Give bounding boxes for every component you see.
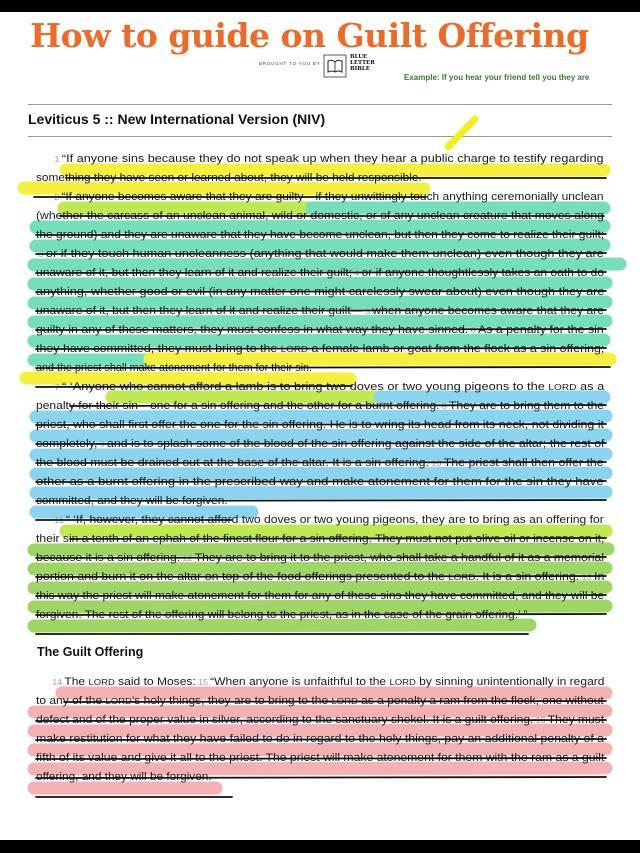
example-note: Example: If you hear your friend tell you they are [404,73,590,82]
verse-text: the blood must be drained out at the base of the altar. It is a sin offering. [36,457,429,469]
text-line [0,530,640,550]
verse-number: 5 [365,307,371,316]
verse-number: 14 [52,678,63,687]
verse-text: fifth of its value and give it all to the priest. The priest will make atonement for them with the ram as a guilt [36,752,605,764]
verse-number: 7 [54,383,60,392]
lord-smallcaps: LORD [448,572,476,582]
lord-smallcaps: LORD [389,677,416,687]
text-line [0,492,640,512]
verse-number: 16 [535,716,546,725]
verse-text: The [64,676,89,688]
verse-text: to any of the [36,695,106,707]
verse-number: 9 [99,440,105,449]
verse-number: 2 [54,193,60,202]
verse-number: 8 [441,402,447,411]
lord-smallcaps: LORD [105,696,132,706]
verse-text: said to Moses: [114,676,196,688]
text-line [0,511,640,531]
verse-text: as a penalty a ram from the flock, one without [357,695,604,707]
verse-text: The priest shall then offer the [443,457,604,469]
verse-text: penalty for their sin—one for a sin offering and the other for a burnt offering. [36,400,440,412]
verse-number: 15 [197,678,208,687]
verse-text: because it is a sin offering. [36,552,181,564]
lord-smallcaps: LORD [280,344,308,354]
text-line [0,397,640,417]
brought-to-you-by: BROUGHT TO YOU BY [259,61,321,66]
text-line [0,302,640,322]
verse-text: “ ‘Anyone who cannot afford a lamb is to bring two doves or two young pigeons to the [62,381,549,393]
verse-text: they have committed, they must bring to the [36,343,281,355]
text-line [0,359,640,379]
verse-text: make restitution for what they have failed to do in regard to the holy things, pay an additional penalty of a [36,733,604,745]
text-line [0,711,640,731]
text-line [0,150,640,170]
verse-text: (whether the carcass of an unclean animal, wild or domestic, or of any unclean creature that moves along [36,210,604,222]
lord-smallcaps: LORD [88,677,115,687]
blue-letter-bible-logo-icon [323,54,347,78]
verse-text: They are to bring it to the priest, who shall take a handful of it as a memorial [194,552,605,564]
verse-text: defect and of the proper value in silver, according to the sanctuary shekel. It is a guilt offering. [36,714,534,726]
text-line [0,416,640,436]
text-line [0,473,640,493]
verse-text: “ ‘If, however, they cannot afford two doves or two young pigeons, they are to bring as an offering for [65,514,604,526]
verse-text: portion and burn it on the altar on top of the food offerings presented to the [36,571,449,583]
text-line [0,749,640,769]
verse-text: and is to splash some of the blood of the sin offering against the side of the altar; the rest of [107,438,605,450]
text-line [0,264,640,284]
text-line [0,673,640,693]
text-line [0,283,640,303]
verse-text: “When anyone is unfaithful to the [210,676,390,688]
verse-text: when anyone becomes aware that they are [372,305,605,317]
text-line [0,730,640,750]
verse-text: the ground) and they are unaware that they have become unclean, but then they come to realize their guilt; [36,229,605,241]
verse-text: anything, whether good or evil (in any matter one might carelessly swear about) even though they are [36,286,605,298]
page-title: How to guide on Guilt Offering [30,16,589,55]
verse-text: guilty in any of these matters, they must confess in what way they have sinned. [36,324,469,336]
passage-title: Leviticus 5 :: New International Version (NIV) [28,111,326,127]
divider [28,104,612,105]
text-line [0,454,640,474]
verse-text: other as a burnt offering in the prescribed way and make atonement for them for the sin they have [36,476,604,488]
text-line [0,549,640,569]
verse-text: They must [547,714,605,726]
text-line [0,768,640,788]
verse-number: 11 [54,516,64,525]
verse-number: 3 [38,250,44,259]
verse-text: or if anyone thoughtlessly takes an oath to do [361,267,605,279]
verse-number: 1 [54,155,60,164]
verse-number: 10 [431,459,442,468]
verse-text: unaware of it, but then they learn of it and realize their guilt; [36,267,353,279]
text-line [0,245,640,265]
verse-number: 6 [470,326,476,335]
text-line [0,188,640,208]
document-page [0,12,640,840]
logo-text: BLUE LETTER BIBLE [350,54,375,72]
text-line [0,606,640,626]
verse-number: 13 [581,573,592,582]
verse-text: In [594,571,605,583]
verse-text: “If anyone becomes aware that they are guilty—if they unwittingly touch anything ceremonially unclean [61,191,604,203]
verse-text: They are to bring them to the [449,400,605,412]
text-line [0,226,640,246]
verse-text: a female lamb or goat from the flock as a sin offering; [307,343,605,355]
text-line [0,435,640,455]
verse-text: committed, and they will be forgiven. [36,495,228,507]
verse-text: priest, who shall first offer the one for the sin offering. He is to wring its head from its neck, not dividing it [36,419,604,431]
verse-text: something they have seen or learned about, they will be held responsible. [36,172,422,184]
divider [28,136,612,137]
verse-text: or if they touch human uncleanness (anything that would make them unclean) even though they are [45,248,604,260]
text-line [0,587,640,607]
verse-text: unaware of it, but then they learn of it and realize their guilt— [36,305,363,317]
text-line [0,692,640,712]
verse-text: ’s holy things, they are to bring to the [131,695,332,707]
text-line [0,207,640,227]
text-line [0,568,640,588]
text-line [0,169,640,189]
verse-text: offering, and they will be forgiven. [36,771,212,783]
verse-text: this way the priest will make atonement for them for any of these sins they have committed, and they will be [36,590,605,602]
verse-text: “If anyone sins because they do not speak up when they hear a public charge to testify regarding [61,153,604,165]
text-line [0,340,640,360]
verse-number: 12 [182,554,193,563]
verse-number: 4 [354,269,360,278]
verse-text: and the priest shall make atonement for them for their sin. [36,362,313,374]
lord-smallcaps: LORD [331,696,358,706]
verse-text: forgiven. The rest of the offering will belong to the priest, as in the case of the grain offering.’ ” [36,609,528,621]
verse-text: As a penalty for the sin [477,324,604,336]
verse-text: their sin a tenth of an ephah of the finest flour for a sin offering. They must not put olive oil or incense on it, [36,533,605,545]
verse-text: . It is a sin offering. [475,571,580,583]
lord-smallcaps: LORD [548,382,577,392]
text-line [0,321,640,341]
text-line [0,378,640,398]
section-heading: The Guilt Offering [37,645,144,659]
verse-text: completely, [36,438,98,450]
verse-text: as a [576,381,605,393]
verse-text: by sinning unintentionally in regard [415,676,605,688]
highlight-stroke [448,119,475,147]
